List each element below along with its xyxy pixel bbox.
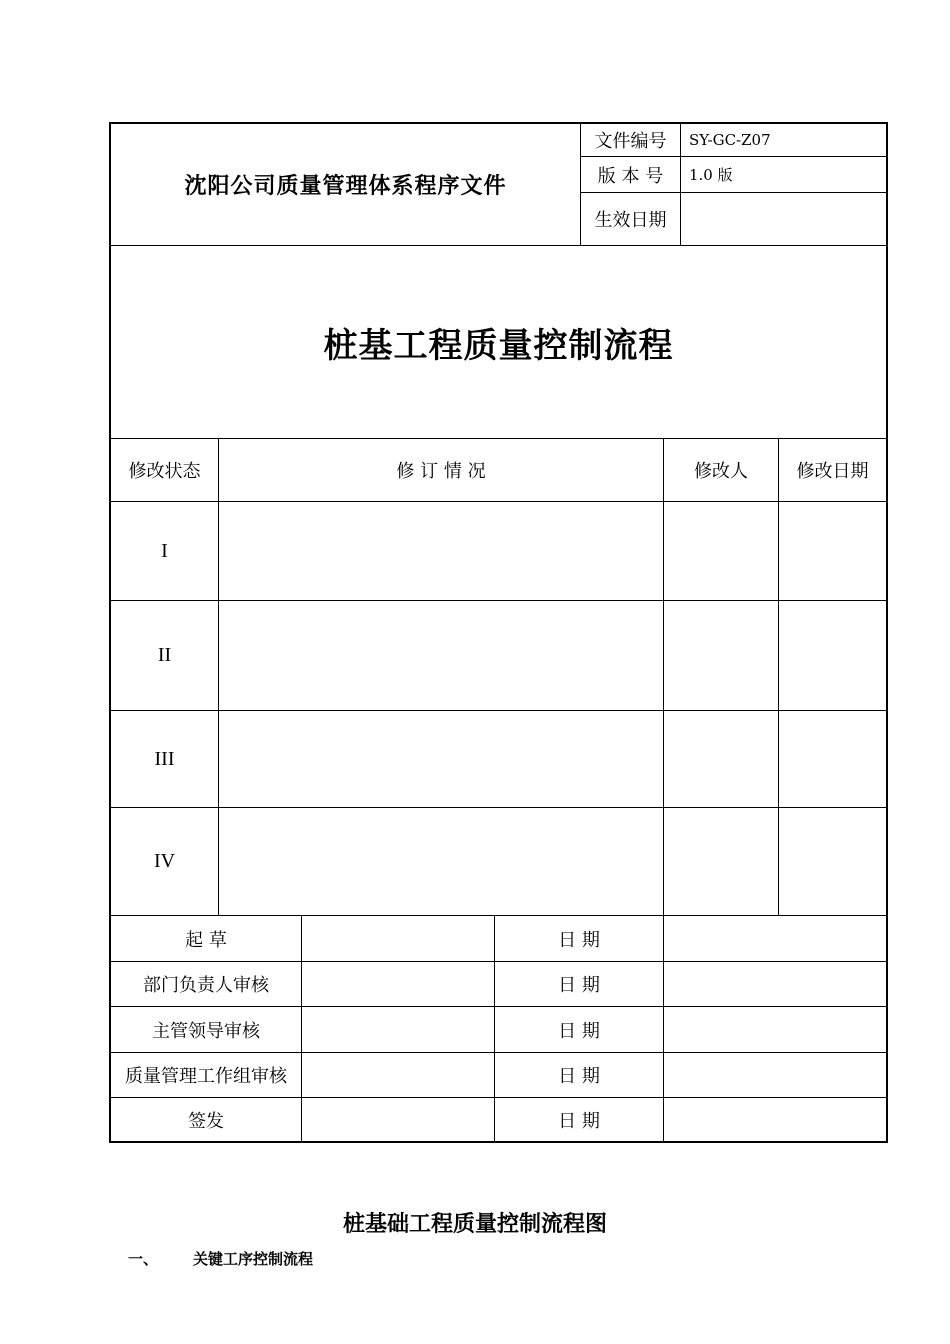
- approval-name-supervisor: [302, 1007, 494, 1052]
- section-number: 一、: [128, 1249, 159, 1268]
- approval-date-label: 日 期: [558, 975, 600, 996]
- revision-date-4: [779, 808, 886, 915]
- section-heading: 关键工序控制流程: [193, 1249, 314, 1268]
- approval-date-value: [664, 1053, 886, 1097]
- approval-name-issue: [302, 1098, 494, 1142]
- revision-detail-3: [219, 711, 663, 807]
- version-label: 版 本 号: [597, 165, 664, 187]
- revision-date-3: [779, 711, 886, 807]
- approval-date-value: [664, 1007, 886, 1052]
- revision-person-4: [664, 808, 778, 915]
- revision-date-1: [779, 502, 886, 600]
- revision-detail-2: [219, 601, 663, 710]
- revision-person-2: [664, 601, 778, 710]
- approval-role-supervisor: 主管领导审核: [152, 1020, 260, 1042]
- approval-date-value: [664, 962, 886, 1006]
- approval-date-value: [664, 916, 886, 961]
- file-no-label: 文件编号: [594, 130, 667, 152]
- revision-detail-1: [219, 502, 663, 600]
- approval-date-label: 日 期: [558, 1066, 600, 1087]
- approval-name-quality-group: [302, 1053, 494, 1097]
- document-title: 桩基工程质量控制流程: [323, 325, 674, 366]
- revision-status-1: I: [161, 539, 168, 562]
- flowchart-title: 桩基础工程质量控制流程图: [342, 1211, 607, 1237]
- file-no-value: SY-GC-Z07: [689, 130, 771, 149]
- revision-status-4: IV: [153, 850, 176, 872]
- revision-person-3: [664, 711, 778, 807]
- revision-header-status: 修改状态: [128, 461, 201, 482]
- revision-person-1: [664, 502, 778, 600]
- approval-role-draft: 起 草: [185, 929, 227, 951]
- approval-date-value: [664, 1098, 886, 1142]
- revision-header-detail: 修 订 情 况: [396, 461, 486, 482]
- revision-status-3: III: [154, 747, 175, 770]
- approval-date-label: 日 期: [558, 1111, 600, 1132]
- approval-role-dept-head: 部门负责人审核: [143, 975, 269, 996]
- approval-date-label: 日 期: [558, 1020, 600, 1042]
- approval-name-draft: [302, 916, 494, 961]
- version-value: 1.0 版: [689, 166, 733, 184]
- revision-header-date: 修改日期: [796, 461, 869, 482]
- revision-header-person: 修改人: [694, 461, 748, 482]
- company-doc-title: 沈阳公司质量管理体系程序文件: [184, 174, 507, 199]
- revision-detail-4: [219, 808, 663, 915]
- approval-date-label: 日 期: [558, 929, 600, 951]
- revision-status-2: II: [157, 644, 172, 666]
- approval-role-issue: 签发: [188, 1111, 224, 1132]
- approval-name-dept-head: [302, 962, 494, 1006]
- approval-role-quality-group: 质量管理工作组审核: [125, 1066, 287, 1087]
- effective-date-value: [681, 193, 886, 245]
- effective-date-label: 生效日期: [594, 210, 667, 231]
- revision-date-2: [779, 601, 886, 710]
